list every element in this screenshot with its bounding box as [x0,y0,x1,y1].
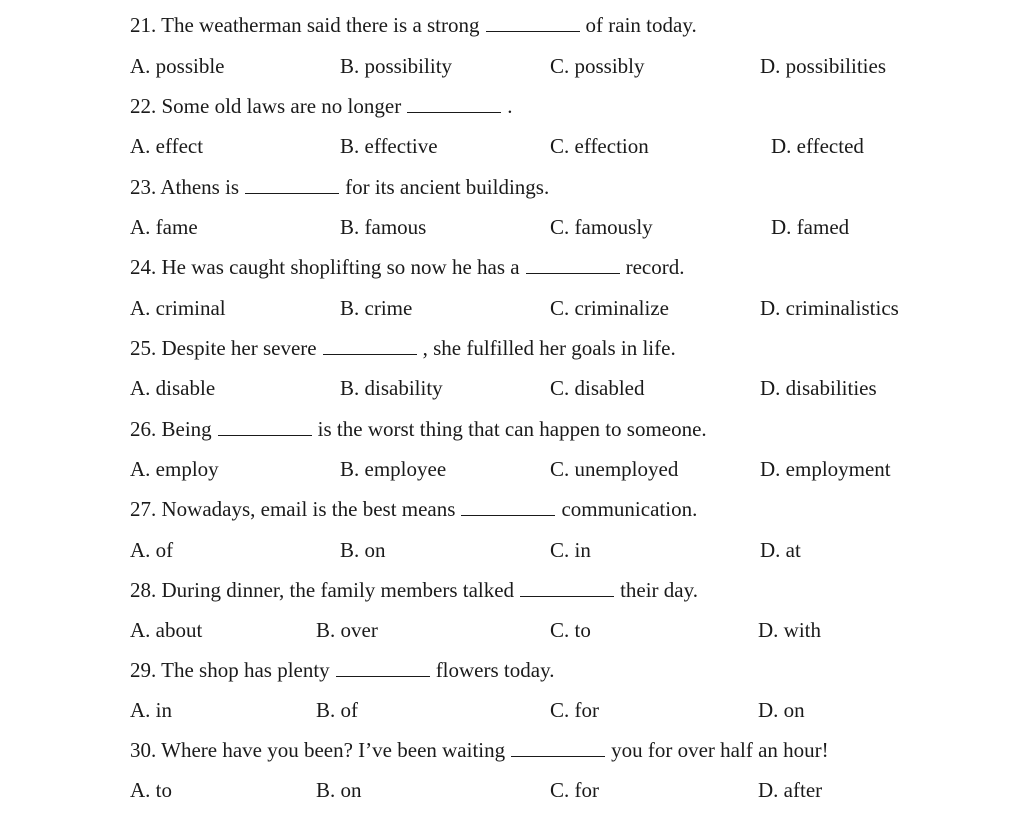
answer-blank [511,738,605,757]
answer-blank [526,255,620,274]
option-b: B. on [340,538,386,562]
question-stem-before: Despite her severe [161,336,317,360]
question-stem-before: The weatherman said there is a strong [161,13,480,37]
option-d: D. criminalistics [760,296,899,320]
answer-blank [323,336,417,355]
option-c: C. famously [550,215,653,239]
option-c: C. in [550,538,591,562]
option-c: C. for [550,778,599,802]
options-row [0,618,1024,648]
answer-blank [218,417,312,436]
option-b: B. of [316,698,358,722]
question-stem-after: . [507,94,513,118]
question-stem-after: record. [625,255,685,279]
option-d: D. with [758,618,821,642]
question-number: 29. [130,658,157,682]
question-number: 26. [130,417,157,441]
option-b: B. on [316,778,362,802]
answer-blank [407,94,501,113]
question-row [0,255,1024,285]
question-stem-before: Where have you been? I’ve been waiting [161,738,506,762]
question-stem-before: Being [161,417,212,441]
option-b: B. disability [340,376,443,400]
question-number: 22. [130,94,157,118]
option-d: D. effected [771,134,864,158]
question-text [130,336,676,361]
option-b: B. over [316,618,378,642]
question-stem-after: , she fulfilled her goals in life. [422,336,676,360]
option-d: D. at [760,538,801,562]
option-a: A. employ [130,457,219,481]
answer-blank [520,578,614,597]
option-b: B. crime [340,296,413,320]
question-text [130,94,512,119]
question-row [0,658,1024,688]
option-a: A. to [130,778,172,802]
answer-blank [461,497,555,516]
option-b: B. famous [340,215,427,239]
options-row [0,215,1024,245]
option-a: A. effect [130,134,204,158]
question-row [0,13,1024,43]
question-stem-after: for its ancient buildings. [345,175,550,199]
question-number: 24. [130,255,157,279]
option-a: A. disable [130,376,216,400]
question-text [130,255,685,280]
option-a: A. about [130,618,203,642]
options-row [0,457,1024,487]
question-stem-before: Nowadays, email is the best means [161,497,456,521]
answer-blank [486,13,580,32]
options-row [0,54,1024,84]
question-stem-before: Some old laws are no longer [161,94,402,118]
options-row [0,376,1024,406]
option-c: C. for [550,698,599,722]
question-number: 25. [130,336,157,360]
question-row [0,738,1024,768]
option-a: A. fame [130,215,198,239]
option-c: C. possibly [550,54,645,78]
question-number: 21. [130,13,157,37]
option-d: D. on [758,698,805,722]
option-a: A. of [130,538,174,562]
option-b: B. possibility [340,54,453,78]
question-number: 23. [130,175,157,199]
question-row [0,336,1024,366]
option-d: D. possibilities [760,54,887,78]
option-c: C. to [550,618,591,642]
question-stem-after: communication. [561,497,698,521]
question-text [130,13,697,38]
question-stem-after: you for over half an hour! [611,738,829,762]
question-row [0,417,1024,447]
question-text [130,417,707,442]
option-a: A. criminal [130,296,226,320]
question-row [0,175,1024,205]
question-stem-before: He was caught shoplifting so now he has a [161,255,520,279]
question-text [130,658,554,683]
question-row [0,497,1024,527]
question-stem-after: of rain today. [585,13,697,37]
question-row [0,578,1024,608]
options-row [0,698,1024,728]
question-stem-after: their day. [620,578,699,602]
question-text [130,175,549,200]
option-c: C. disabled [550,376,645,400]
option-d: D. after [758,778,823,802]
option-d: D. employment [760,457,891,481]
option-a: A. possible [130,54,225,78]
answer-blank [245,175,339,194]
question-stem-after: flowers today. [435,658,555,682]
answer-blank [336,658,430,677]
options-row [0,538,1024,568]
question-number: 27. [130,497,157,521]
option-d: D. disabilities [760,376,877,400]
option-b: B. effective [340,134,438,158]
option-d: D. famed [771,215,850,239]
option-c: C. unemployed [550,457,679,481]
option-a: A. in [130,698,172,722]
question-number: 30. [130,738,157,762]
option-b: B. employee [340,457,447,481]
question-row [0,94,1024,124]
question-stem-before: During dinner, the family members talked [161,578,515,602]
question-stem-before: Athens is [160,175,240,199]
question-text [130,497,697,522]
option-c: C. criminalize [550,296,669,320]
option-c: C. effection [550,134,649,158]
options-row [0,134,1024,164]
question-text [130,738,829,763]
question-number: 28. [130,578,157,602]
options-row [0,778,1024,808]
question-stem-before: The shop has plenty [161,658,330,682]
options-row [0,296,1024,326]
question-text [130,578,698,603]
question-stem-after: is the worst thing that can happen to someone. [317,417,707,441]
